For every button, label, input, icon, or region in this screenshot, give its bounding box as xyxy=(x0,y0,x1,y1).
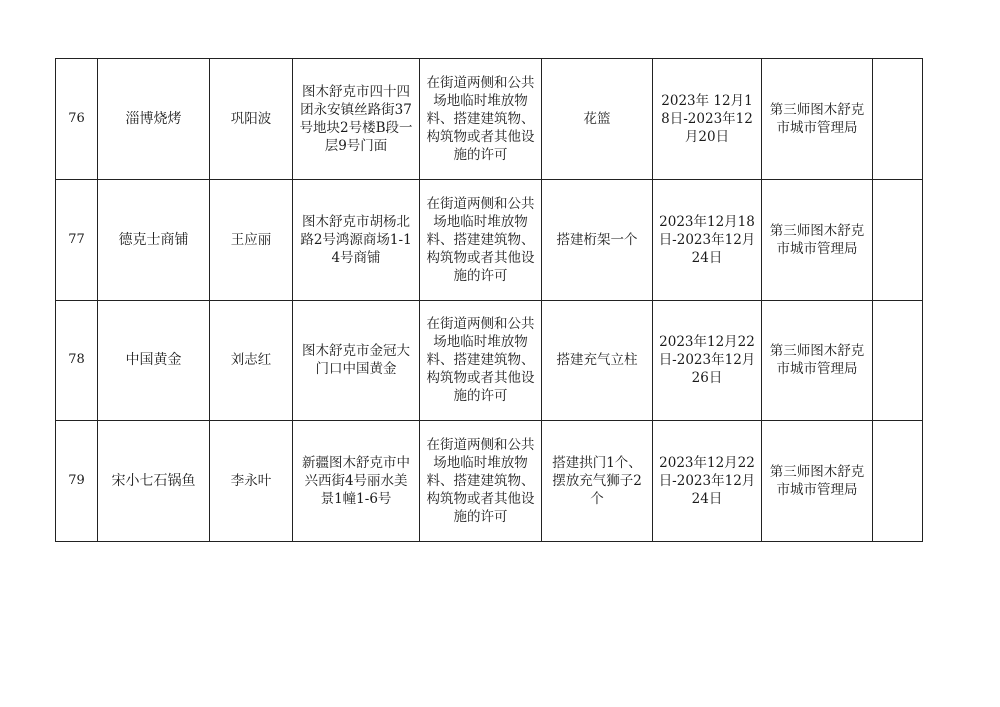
permit-type: 在街道两侧和公共场地临时堆放物料、搭建建筑物、构筑物或者其他设施的许可 xyxy=(420,300,542,421)
responsible-person: 巩阳波 xyxy=(210,59,293,180)
business-name: 中国黄金 xyxy=(98,300,210,421)
table-row xyxy=(56,179,923,300)
permit-content: 搭建桁架一个 xyxy=(542,179,653,300)
responsible-person: 刘志红 xyxy=(210,300,293,421)
business-address: 图木舒克市四十四团永安镇丝路街37号地块2号楼B段一层9号门面 xyxy=(293,59,420,180)
permit-period: 2023年 12月18日-2023年12月20日 xyxy=(653,59,762,180)
responsible-person: 王应丽 xyxy=(210,179,293,300)
issuing-authority: 第三师图木舒克市城市管理局 xyxy=(762,300,873,421)
issuing-authority: 第三师图木舒克市城市管理局 xyxy=(762,421,873,542)
permit-type: 在街道两侧和公共场地临时堆放物料、搭建建筑物、构筑物或者其他设施的许可 xyxy=(420,59,542,180)
row-number: 76 xyxy=(56,59,98,180)
permit-content: 搭建充气立柱 xyxy=(542,300,653,421)
permit-content: 花篮 xyxy=(542,59,653,180)
business-address: 图木舒克市胡杨北路2号鸿源商场1-14号商铺 xyxy=(293,179,420,300)
row-number: 77 xyxy=(56,179,98,300)
permit-type: 在街道两侧和公共场地临时堆放物料、搭建建筑物、构筑物或者其他设施的许可 xyxy=(420,421,542,542)
row-number: 79 xyxy=(56,421,98,542)
issuing-authority: 第三师图木舒克市城市管理局 xyxy=(762,59,873,180)
row-number: 78 xyxy=(56,300,98,421)
permit-table xyxy=(55,58,923,542)
table-row xyxy=(56,59,923,180)
permit-type: 在街道两侧和公共场地临时堆放物料、搭建建筑物、构筑物或者其他设施的许可 xyxy=(420,179,542,300)
business-name: 德克士商铺 xyxy=(98,179,210,300)
permit-period: 2023年12月22日-2023年12月26日 xyxy=(653,300,762,421)
remarks-cell xyxy=(873,421,923,542)
responsible-person: 李永叶 xyxy=(210,421,293,542)
business-address: 新疆图木舒克市中兴西街4号丽水美景1幢1-6号 xyxy=(293,421,420,542)
permit-period: 2023年12月22日-2023年12月24日 xyxy=(653,421,762,542)
table-row xyxy=(56,421,923,542)
remarks-cell xyxy=(873,59,923,180)
business-name: 宋小七石锅鱼 xyxy=(98,421,210,542)
issuing-authority: 第三师图木舒克市城市管理局 xyxy=(762,179,873,300)
remarks-cell xyxy=(873,300,923,421)
table-row xyxy=(56,300,923,421)
business-address: 图木舒克市金冠大门口中国黄金 xyxy=(293,300,420,421)
business-name: 淄博烧烤 xyxy=(98,59,210,180)
remarks-cell xyxy=(873,179,923,300)
permit-period: 2023年12月18日-2023年12月24日 xyxy=(653,179,762,300)
permit-content: 搭建拱门1个、摆放充气狮子2个 xyxy=(542,421,653,542)
